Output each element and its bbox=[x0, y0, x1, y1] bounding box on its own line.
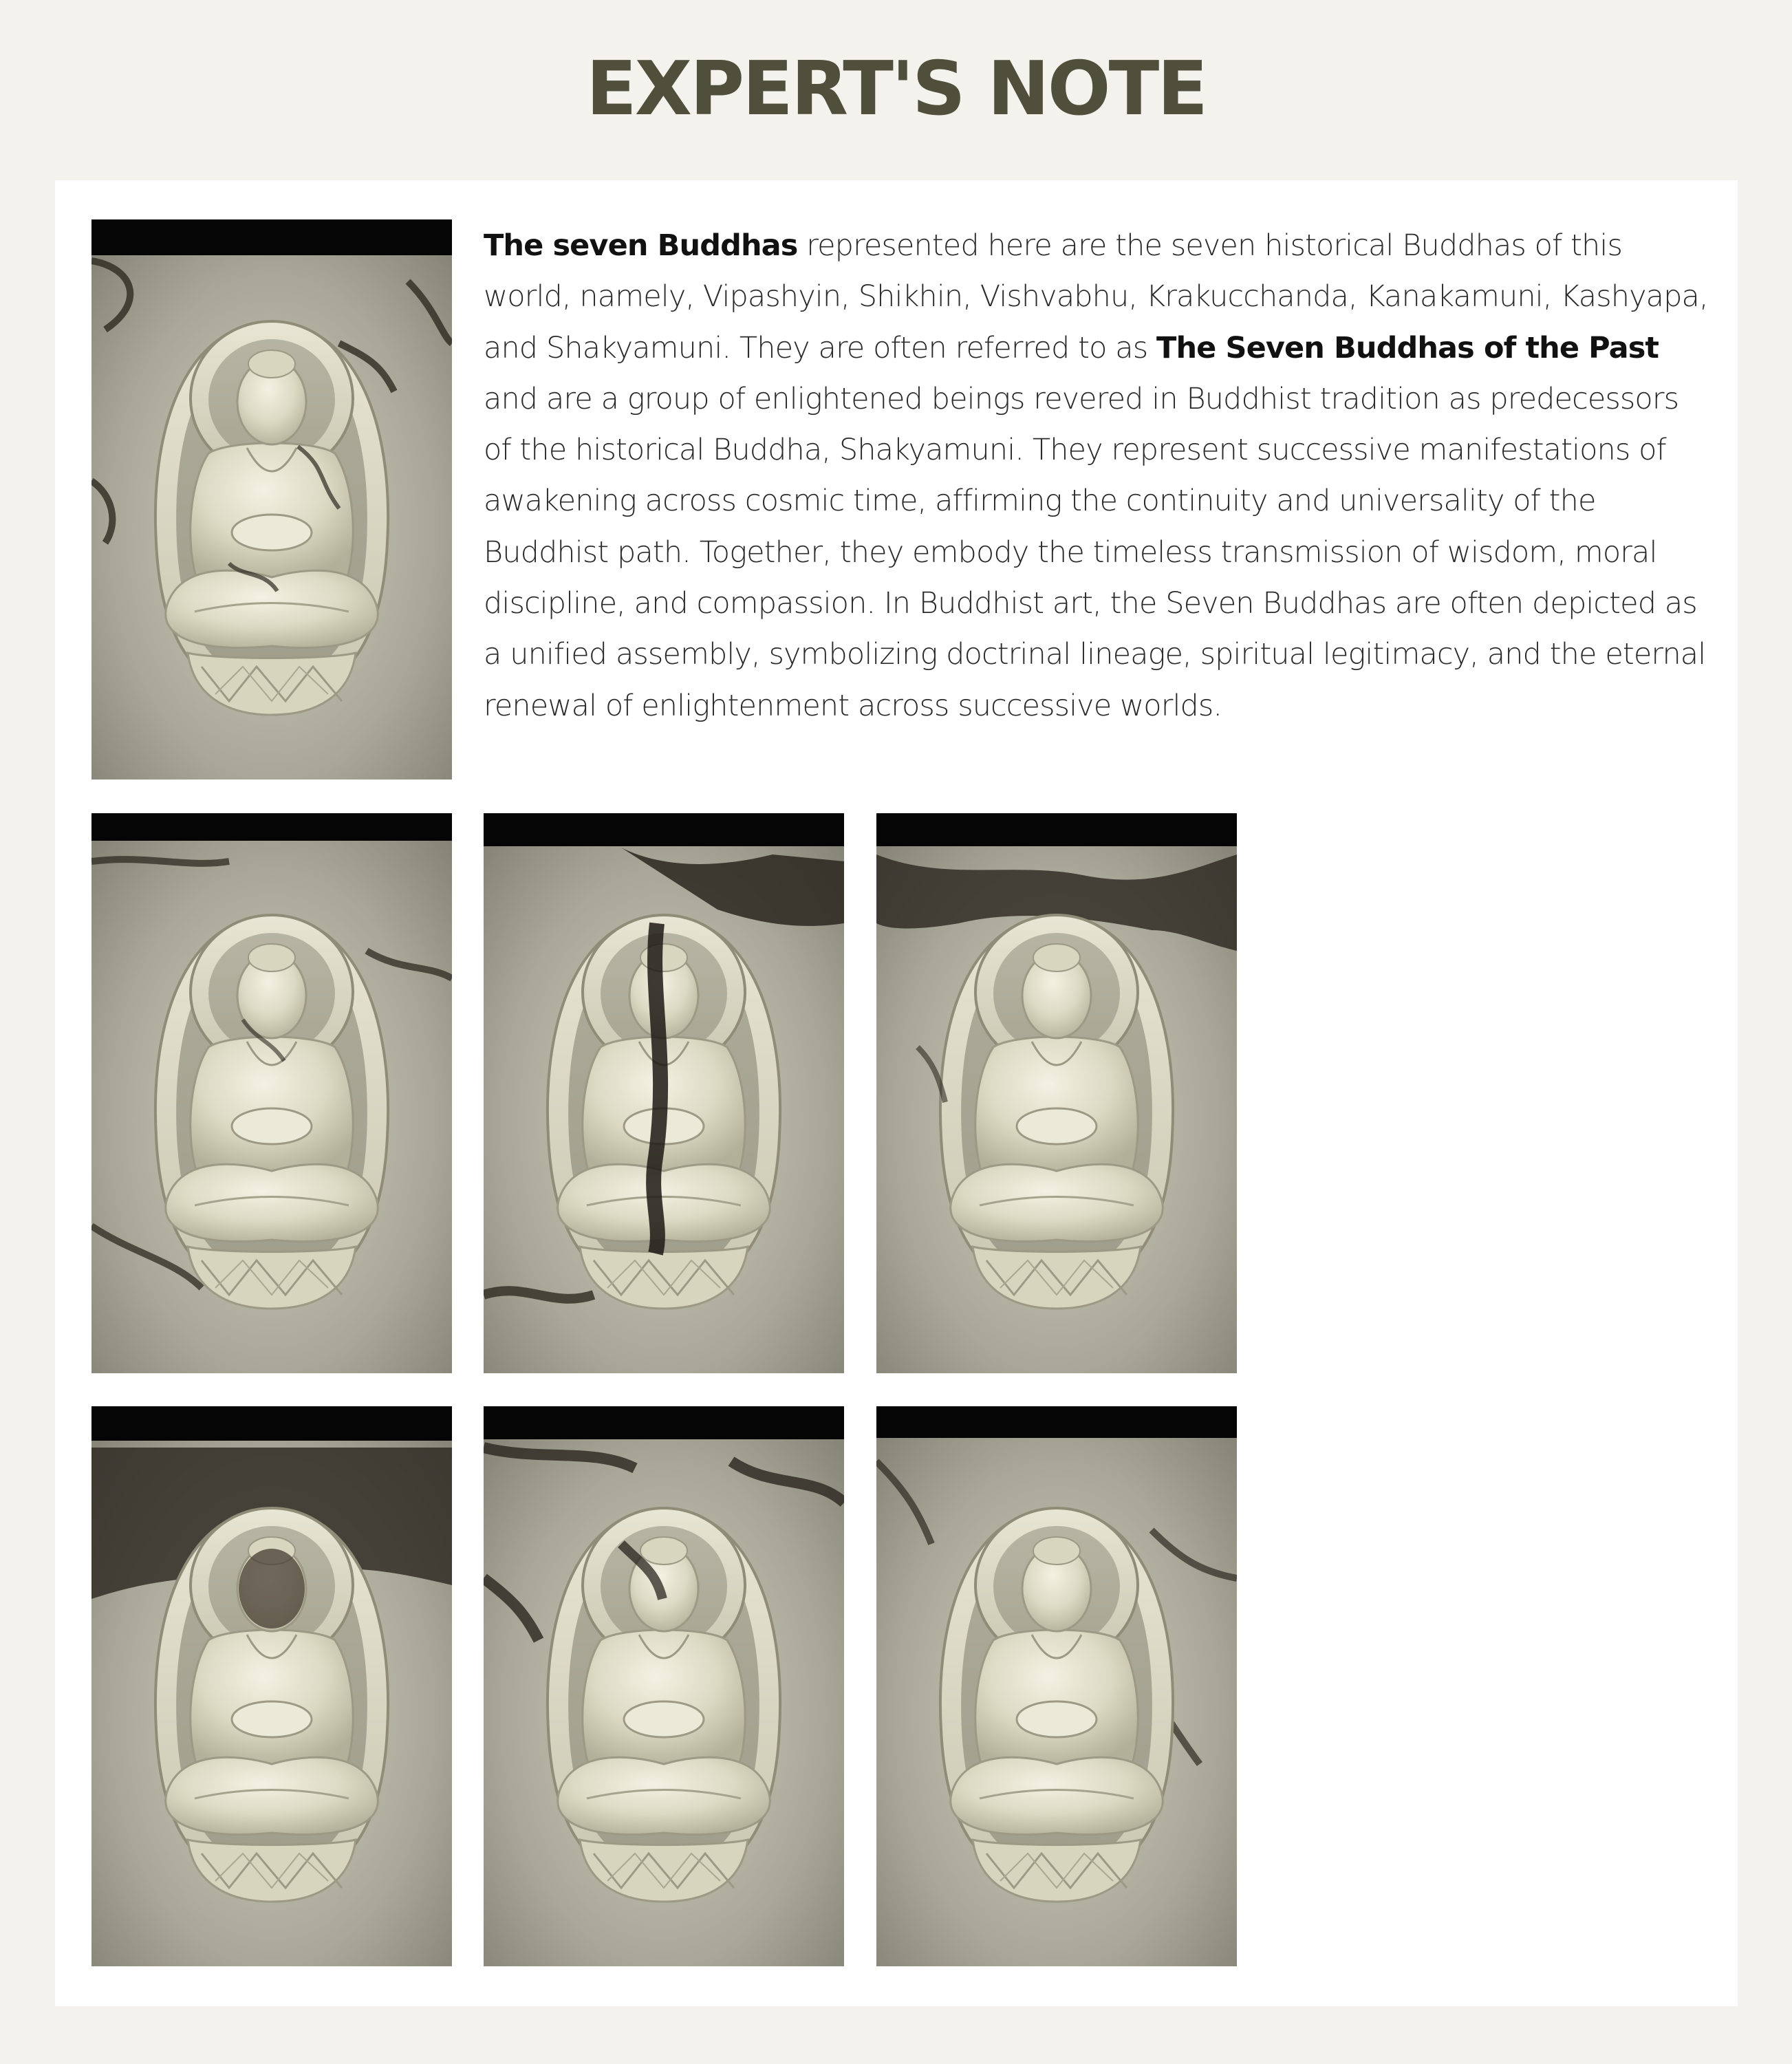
expert-note-text bbox=[484, 220, 1708, 731]
note-bold-seven-buddhas: The seven Buddhas bbox=[484, 228, 798, 263]
note-segment: represented here are the seven historical Buddhas of this world, namely, Vipashyin, Shikhin, Vishvabhu, Krakucchanda, Kanakamuni, Kashyapa, and Shakyamuni. They are often referred to as bbox=[484, 228, 1708, 365]
content-panel bbox=[55, 180, 1738, 2006]
note-bold-seven-buddhas-past: The Seven Buddhas of the Past bbox=[1156, 330, 1659, 365]
page-title: EXPERT'S NOTE bbox=[585, 46, 1207, 132]
buddha-photo-3 bbox=[484, 813, 844, 1373]
note-segment: and are a group of enlightened beings revered in Buddhist tradition as predecessors of the historical Buddha, Shakyamuni. They represent successive manifestations of awakening across cosmic time, affirming the continuity and universality of the Buddhist path. Together, they embody the timeless transmission of wisdom, moral discipline, and compassion. In Buddhist art, the Seven Buddhas are often depicted as a unified assembly, symbolizing doctrinal lineage, spiritual legitimacy, and the eternal renewal of enlightenment across successive worlds. bbox=[484, 381, 1706, 723]
buddha-photo-7 bbox=[876, 1406, 1237, 1966]
buddha-photo-2 bbox=[91, 813, 452, 1373]
buddha-photo-4 bbox=[876, 813, 1237, 1373]
buddha-photo-1 bbox=[91, 219, 452, 780]
buddha-photo-5 bbox=[91, 1406, 452, 1966]
buddha-photo-6 bbox=[484, 1406, 844, 1966]
